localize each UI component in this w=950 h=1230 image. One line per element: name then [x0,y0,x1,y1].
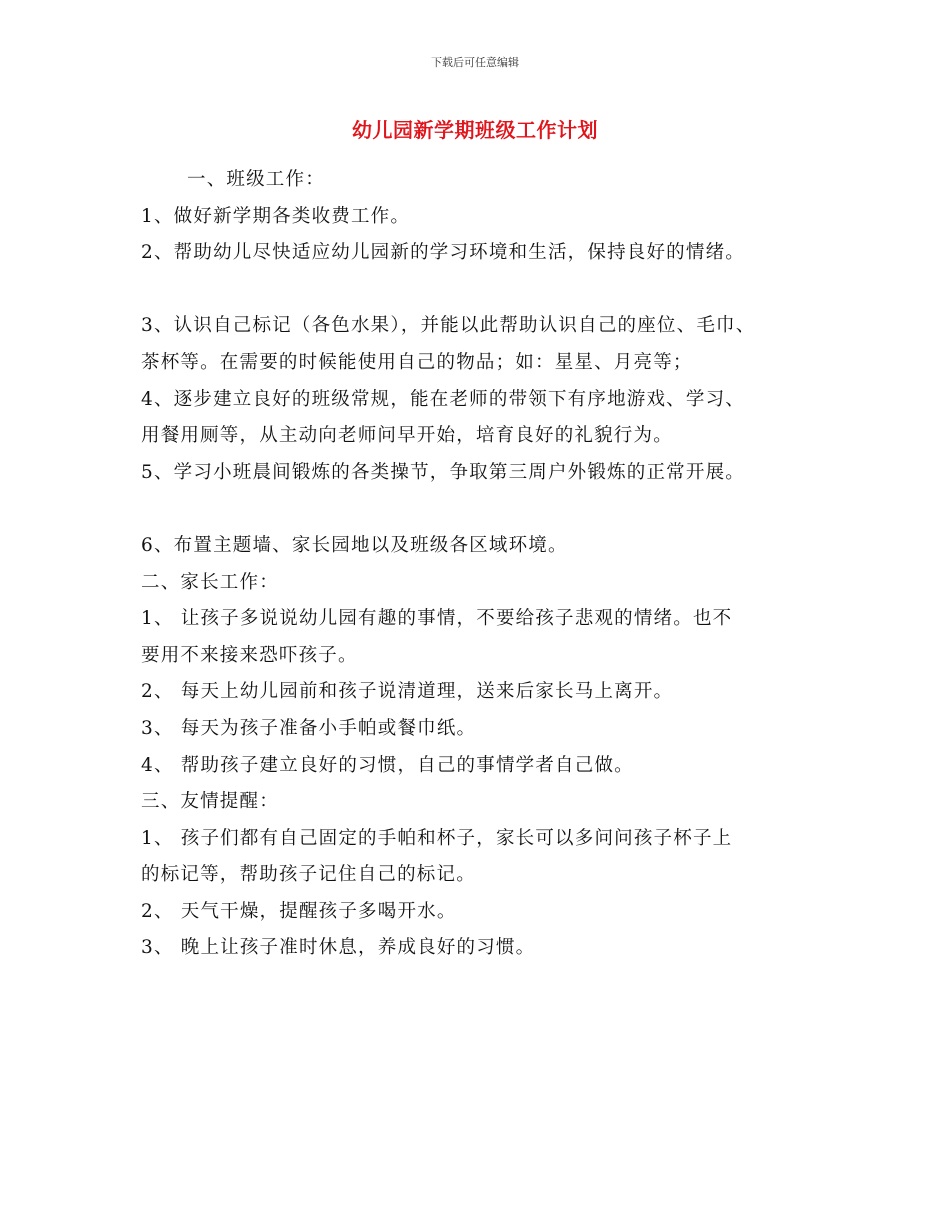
paragraph-line: 1、做好新学期各类收费工作。 [141,205,411,227]
paragraph-line: 4、逐步建立良好的班级常规，能在老师的带领下有序地游戏、学习、 [141,388,745,410]
paragraph-line: 要用不来接来恐吓孩子。 [141,644,358,666]
paragraph-gap [141,491,821,528]
paragraph-line: 3、认识自己标记（各色水果），并能以此帮助认识自己的座位、毛巾、 [141,315,756,337]
section-heading-friendly-reminder: 三、友情提醒： [141,791,279,813]
paragraph-line: 3、 每天为孩子准备小手帕或餐巾纸。 [141,717,477,739]
paragraph-line: 1、 孩子们都有自己固定的手帕和杯子，家长可以多问问孩子杯子上 [141,827,733,849]
paragraph-line: 2、 每天上幼儿园前和孩子说清道理，送来后家长马上离开。 [141,681,674,703]
document-title: 幼儿园新学期班级工作计划 [352,118,598,142]
paragraph-line: 1、 让孩子多说说幼儿园有趣的事情，不要给孩子悲观的情绪。也不 [141,608,733,630]
document-body [141,162,821,967]
paragraph-line: 的标记等，帮助孩子记住自己的标记。 [141,864,476,886]
paragraph-line: 用餐用厕等，从主动向老师问早开始，培育良好的礼貌行为。 [141,425,673,447]
paragraph-line: 4、 帮助孩子建立良好的习惯，自己的事情学者自己做。 [141,754,634,776]
header-note: 下载后可任意编辑 [431,56,519,69]
paragraph-line: 2、帮助幼儿尽快适应幼儿园新的学习环境和生活，保持良好的情绪。 [141,242,745,264]
paragraph-line: 3、 晚上让孩子准时休息，养成良好的习惯。 [141,937,536,959]
paragraph-line: 5、学习小班晨间锻炼的各类操节，争取第三周户外锻炼的正常开展。 [141,461,745,483]
paragraph-gap [141,272,821,309]
section-heading-parent-work: 二、家长工作： [141,571,279,593]
paragraph-line: 茶杯等。在需要的时候能使用自己的物品；如：星星、月亮等； [141,351,693,373]
paragraph-line: 6、布置主题墙、家长园地以及班级各区域环境。 [141,534,568,556]
section-heading-class-work: 一、班级工作： [187,169,325,190]
paragraph-line: 2、 天气干燥，提醒孩子多喝开水。 [141,900,457,922]
